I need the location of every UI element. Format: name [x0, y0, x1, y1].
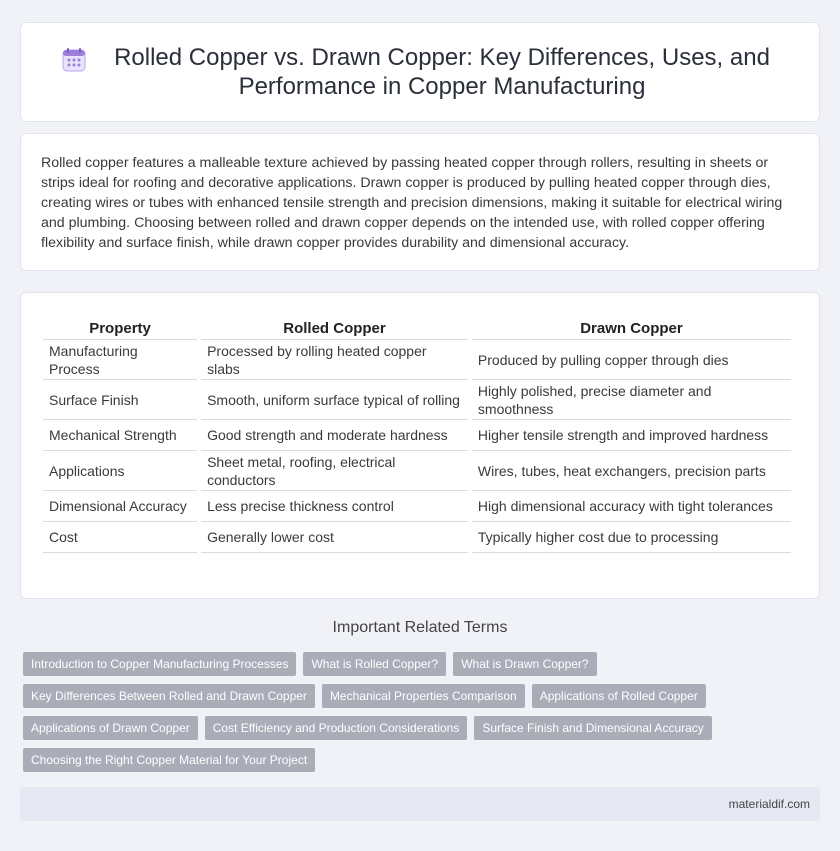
drawn-cell: Higher tensile strength and improved hardness [472, 420, 791, 451]
footer-site-link[interactable]: materialdif.com [728, 797, 810, 811]
property-cell: Mechanical Strength [43, 420, 197, 451]
table-row [43, 420, 791, 451]
rolled-cell: Good strength and moderate hardness [201, 420, 468, 451]
header-rolled-copper: Rolled Copper [201, 313, 468, 340]
property-cell: Manufacturing Process [43, 340, 197, 380]
intro-paragraph: Rolled copper features a malleable texture achieved by passing heated copper through rollers, resulting in sheets or strips ideal for roofing and decorative applications. Drawn copper is produced by pulling heated copper through dies, creating wires or tubes with enhanced tensile strength and precision dimensions, making it suitable for electrical wiring and plumbing. Choosing between rolled and drawn copper depends on the intended use, with rolled copper offering flexibility and surface finish, while drawn copper provides durability and dimensional accuracy. [41, 155, 783, 251]
drawn-cell: High dimensional accuracy with tight tolerances [472, 491, 791, 522]
property-cell: Cost [43, 522, 197, 553]
page-title: Rolled Copper vs. Drawn Copper: Key Differences, Uses, and Performance in Copper Manufacturing [114, 44, 770, 100]
rolled-cell: Less precise thickness control [201, 491, 468, 522]
title-card [20, 22, 820, 122]
tag-row [23, 748, 813, 772]
related-term-tag[interactable]: What is Rolled Copper? [303, 652, 446, 676]
rolled-cell: Generally lower cost [201, 522, 468, 553]
table-row [43, 380, 791, 420]
table-row [43, 491, 791, 522]
tag-row [23, 684, 813, 708]
footer [20, 787, 820, 821]
related-terms-heading: Important Related Terms [332, 619, 508, 636]
property-cell: Surface Finish [43, 380, 197, 420]
property-cell: Applications [43, 451, 197, 491]
table-row [43, 340, 791, 380]
related-term-tag[interactable]: Applications of Rolled Copper [532, 684, 706, 708]
related-term-tag[interactable]: Introduction to Copper Manufacturing Processes [23, 652, 296, 676]
tag-row [23, 652, 813, 676]
related-term-tag[interactable]: Surface Finish and Dimensional Accuracy [474, 716, 711, 740]
calendar-grid-icon [61, 47, 87, 73]
related-term-tag[interactable]: Choosing the Right Copper Material for Your Project [23, 748, 315, 772]
header-property: Property [43, 313, 197, 340]
header-drawn-copper: Drawn Copper [472, 313, 791, 340]
rolled-cell: Sheet metal, roofing, electrical conductors [201, 451, 468, 491]
table-row [43, 451, 791, 491]
rolled-cell: Smooth, uniform surface typical of rolling [201, 380, 468, 420]
property-cell: Dimensional Accuracy [43, 491, 197, 522]
table-row [43, 522, 791, 553]
related-term-tag[interactable]: Mechanical Properties Comparison [322, 684, 525, 708]
related-term-tag[interactable]: What is Drawn Copper? [453, 652, 596, 676]
drawn-cell: Wires, tubes, heat exchangers, precision parts [472, 451, 791, 491]
related-term-tag[interactable]: Applications of Drawn Copper [23, 716, 198, 740]
drawn-cell: Produced by pulling copper through dies [472, 340, 791, 380]
table-header-row [43, 313, 791, 340]
related-terms-list [23, 652, 813, 780]
drawn-cell: Typically higher cost due to processing [472, 522, 791, 553]
rolled-cell: Processed by rolling heated copper slabs [201, 340, 468, 380]
intro-card [20, 133, 820, 271]
comparison-table [39, 313, 795, 553]
related-term-tag[interactable]: Key Differences Between Rolled and Drawn Copper [23, 684, 315, 708]
comparison-table-card [20, 292, 820, 599]
tag-row [23, 716, 813, 740]
related-term-tag[interactable]: Cost Efficiency and Production Considerations [205, 716, 468, 740]
drawn-cell: Highly polished, precise diameter and smoothness [472, 380, 791, 420]
